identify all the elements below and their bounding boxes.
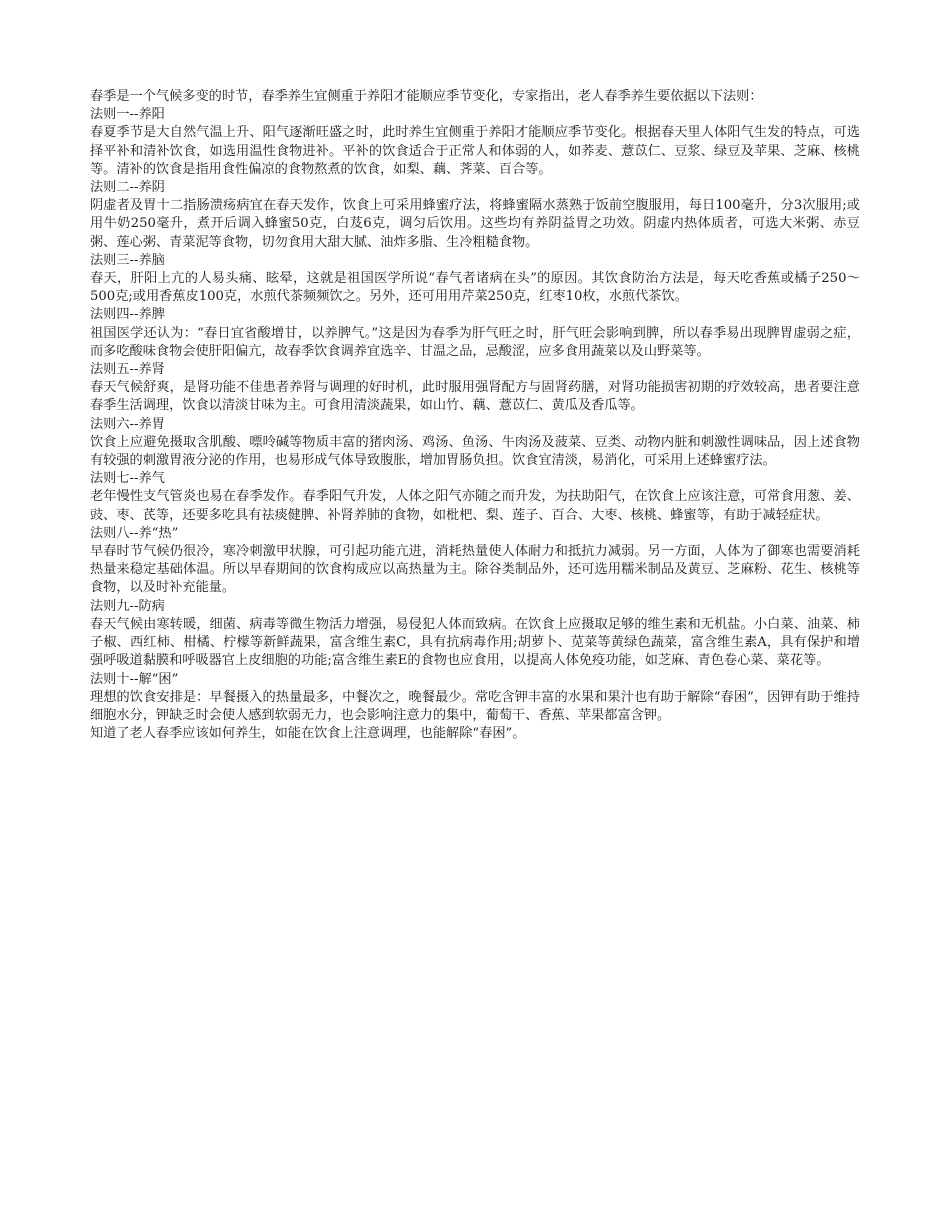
section-body-1: 春夏季节是大自然气温上升、阳气逐渐旺盛之时，此时养生宜侧重于养阳才能顺应季节变化。根据春天里人体阳气生发的特点，可选择平补和清补饮食，如选用温性食物进补。平补的饮食适合于正常人和体弱的人，如荞麦、薏苡仁、豆浆、绿豆及苹果、芝麻、核桃等。清补的饮食是指用食性偏凉的食物熬煮的饮食，如梨、藕、荠菜、百合等。	[90, 125, 860, 177]
section-body-3: 春天，肝阳上亢的人易头痛、眩晕，这就是祖国医学所说“春气者诸病在头”的原因。其饮食防治方法是，每天吃香蕉或橘子250～500克;或用香蕉皮100克，水煎代茶频频饮之。另外，还可用用芹菜250克，红枣10枚，水煎代茶饮。	[90, 271, 860, 305]
section-heading-4: 法则四--养脾	[90, 307, 165, 323]
section-heading-2: 法则二--养阴	[90, 180, 165, 196]
section-body-7: 老年慢性支气管炎也易在春季发作。春季阳气升发，人体之阳气亦随之而升发，为扶助阳气，在饮食上应该注意，可常食用葱、姜、豉、枣、芪等，还要多吃具有祛痰健脾、补肾养肺的食物，如枇杷、梨、莲子、百合、大枣、核桃、蜂蜜等，有助于减轻症状。	[90, 489, 860, 523]
section-heading-5: 法则五--养肾	[90, 362, 165, 378]
section-body-6: 饮食上应避免摄取含肌酸、嘌呤碱等物质丰富的猪肉汤、鸡汤、鱼汤、牛肉汤及菠菜、豆类、动物内脏和刺激性调味品，因上述食物有较强的刺激胃液分泌的作用，也易形成气体导致腹胀，增加胃肠负担。饮食宜清淡，易消化，可采用上述蜂蜜疗法。	[90, 434, 860, 469]
section-heading-9: 法则九--防病	[90, 598, 165, 614]
section-body-4: 祖国医学还认为：“春日宜省酸增甘，以养脾气。”这是因为春季为肝气旺之时，肝气旺会影响到脾，所以春季易出现脾胃虚弱之症，而多吃酸味食物会使肝阳偏亢，故春季饮食调养宜选辛、甘温之品，忌酸涩，应多食用蔬菜以及山野菜等。	[90, 325, 860, 359]
section-body-9: 春天气候由寒转暖，细菌、病毒等微生物活力增强，易侵犯人体而致病。在饮食上应摄取足够的维生素和无机盐。小白菜、油菜、柿子椒、西红柿、柑橘、柠檬等新鲜蔬果，富含维生素C，具有抗病毒作用;胡萝卜、苋菜等黄绿色蔬菜，富含维生素A，具有保护和增强呼吸道黏膜和呼吸器官上皮细胞的功能;富含维生素E的食物也应食用，以提高人体免疫功能，如芝麻、青色卷心菜、菜花等。	[90, 616, 860, 669]
section-body-2: 阴虚者及胃十二指肠溃疡病宜在春天发作，饮食上可采用蜂蜜疗法，将蜂蜜隔水蒸熟于饭前空腹服用，每日100毫升，分3次服用;或用牛奶250毫升，煮开后调入蜂蜜50克，白芨6克，调匀后饮用。这些均有养阴益胃之功效。阴虚内热体质者，可选大米粥、赤豆粥、莲心粥、青菜泥等食物，切勿食用大甜大腻、油炸多脂、生冷粗糙食物。	[90, 198, 860, 250]
section-heading-6: 法则六--养胃	[90, 416, 165, 432]
section-body-10: 理想的饮食安排是：早餐摄入的热量最多，中餐次之，晚餐最少。常吃含钾丰富的水果和果汁也有助于解除“春困”，因钾有助于维持细胞水分，钾缺乏时会使人感到软弱无力，也会影响注意力的集中，葡萄干、香蕉、苹果都富含钾。	[90, 689, 860, 723]
conclusion-paragraph: 知道了老人春季应该如何养生，如能在饮食上注意调理，也能解除“春困”。	[90, 726, 526, 742]
section-heading-8: 法则八--养“热”	[90, 525, 179, 541]
section-body-5: 春天气候舒爽，是肾功能不佳患者养肾与调理的好时机，此时服用强肾配方与固肾药膳，对肾功能损害初期的疗效较高，患者要注意春季生活调理，饮食以清淡甘味为主。可食用清淡蔬果，如山竹、藕、薏苡仁、黄瓜及香瓜等。	[90, 380, 860, 414]
section-heading-3: 法则三--养脑	[90, 252, 165, 268]
section-heading-10: 法则十--解“困”	[90, 671, 179, 687]
intro-paragraph: 春季是一个气候多变的时节，春季养生宜侧重于养阳才能顺应季节变化，专家指出，老人春季养生要依据以下法则：	[90, 89, 763, 104]
document-body	[90, 88, 860, 743]
section-heading-7: 法则七--养气	[90, 471, 165, 487]
section-heading-1: 法则一--养阳	[90, 107, 165, 123]
section-body-8: 早春时节气候仍很冷，寒冷刺激甲状腺，可引起功能亢进，消耗热量使人体耐力和抵抗力减弱。另一方面，人体为了御寒也需要消耗热量来稳定基础体温。所以早春期间的饮食构成应以高热量为主。除谷类制品外，还可选用糯米制品及黄豆、芝麻粉、花生、核桃等食物，以及时补充能量。	[90, 544, 860, 596]
